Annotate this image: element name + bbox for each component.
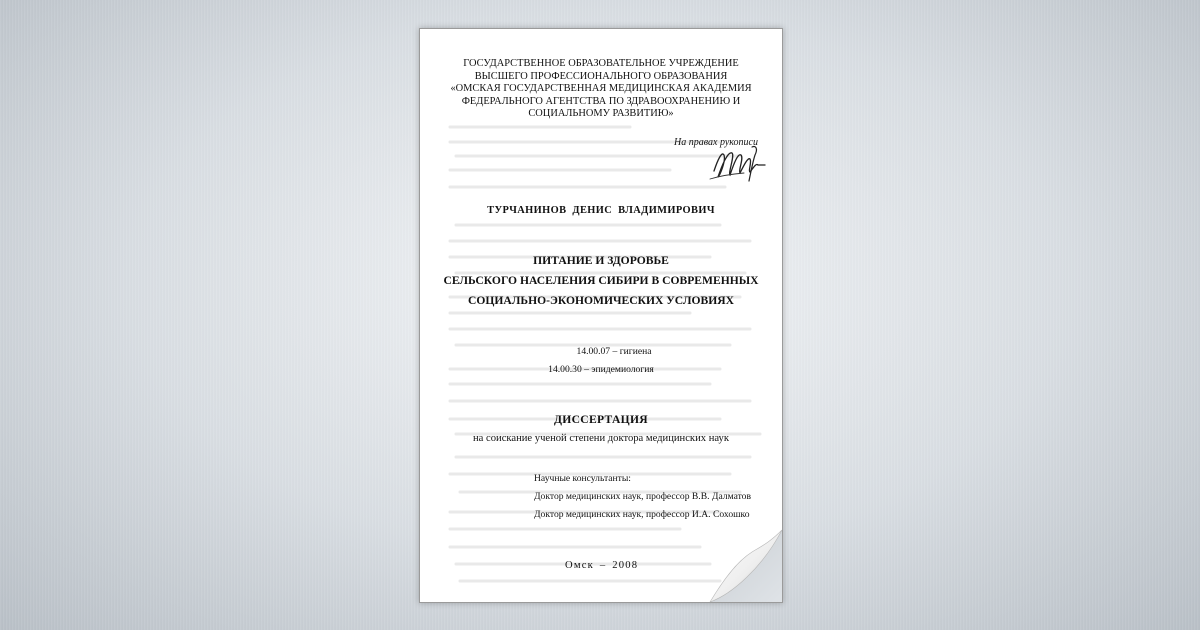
document-type: ДИССЕРТАЦИЯ (554, 413, 648, 426)
degree-purpose: на соискание ученой степени доктора медицинских наук (473, 433, 729, 444)
author-name: ТУРЧАНИНОВ ДЕНИС ВЛАДИМИРОВИЧ (487, 205, 715, 216)
title-line: СЕЛЬСКОГО НАСЕЛЕНИЯ СИБИРИ В СОВРЕМЕННЫХ (443, 274, 759, 287)
document-page (419, 28, 783, 603)
institution-line: ГОСУДАРСТВЕННОЕ ОБРАЗОВАТЕЛЬНОЕ УЧРЕЖДЕНИЕ (463, 58, 739, 69)
institution-line: СОЦИАЛЬНОМУ РАЗВИТИЮ» (528, 108, 674, 120)
advisor-line: Доктор медицинских наук, профессор И.А. Сохошко (534, 509, 750, 520)
specialty-line: 14.00.07 – гигиена (576, 346, 652, 357)
specialty-codes (420, 343, 782, 379)
manuscript-rights-note: На правах рукописи (674, 137, 758, 148)
institution-line: ФЕДЕРАЛЬНОГО АГЕНТСТВА ПО ЗДРАВООХРАНЕНИЮ И (461, 95, 741, 107)
advisor-line: Доктор медицинских наук, профессор В.В. Далматов (534, 491, 751, 502)
advisors-heading: Научные консультанты: (534, 473, 631, 484)
handwritten-signature (708, 141, 768, 183)
title-line: СОЦИАЛЬНО-ЭКОНОМИЧЕСКИХ УСЛОВИЯХ (467, 294, 735, 307)
institution-header (420, 58, 782, 121)
specialty-line: 14.00.30 – эпидемиология (548, 364, 654, 375)
title-line: ПИТАНИЕ И ЗДОРОВЬЕ (533, 254, 669, 267)
dissertation-title (420, 251, 782, 311)
institution-line: «ОМСКАЯ ГОСУДАРСТВЕННАЯ МЕДИЦИНСКАЯ АКАДЕМИЯ (450, 83, 752, 95)
institution-line: ВЫСШЕГО ПРОФЕССИОНАЛЬНОГО ОБРАЗОВАНИЯ (474, 70, 728, 82)
city-year: Омск – 2008 (565, 560, 639, 571)
page-curl (692, 512, 782, 602)
